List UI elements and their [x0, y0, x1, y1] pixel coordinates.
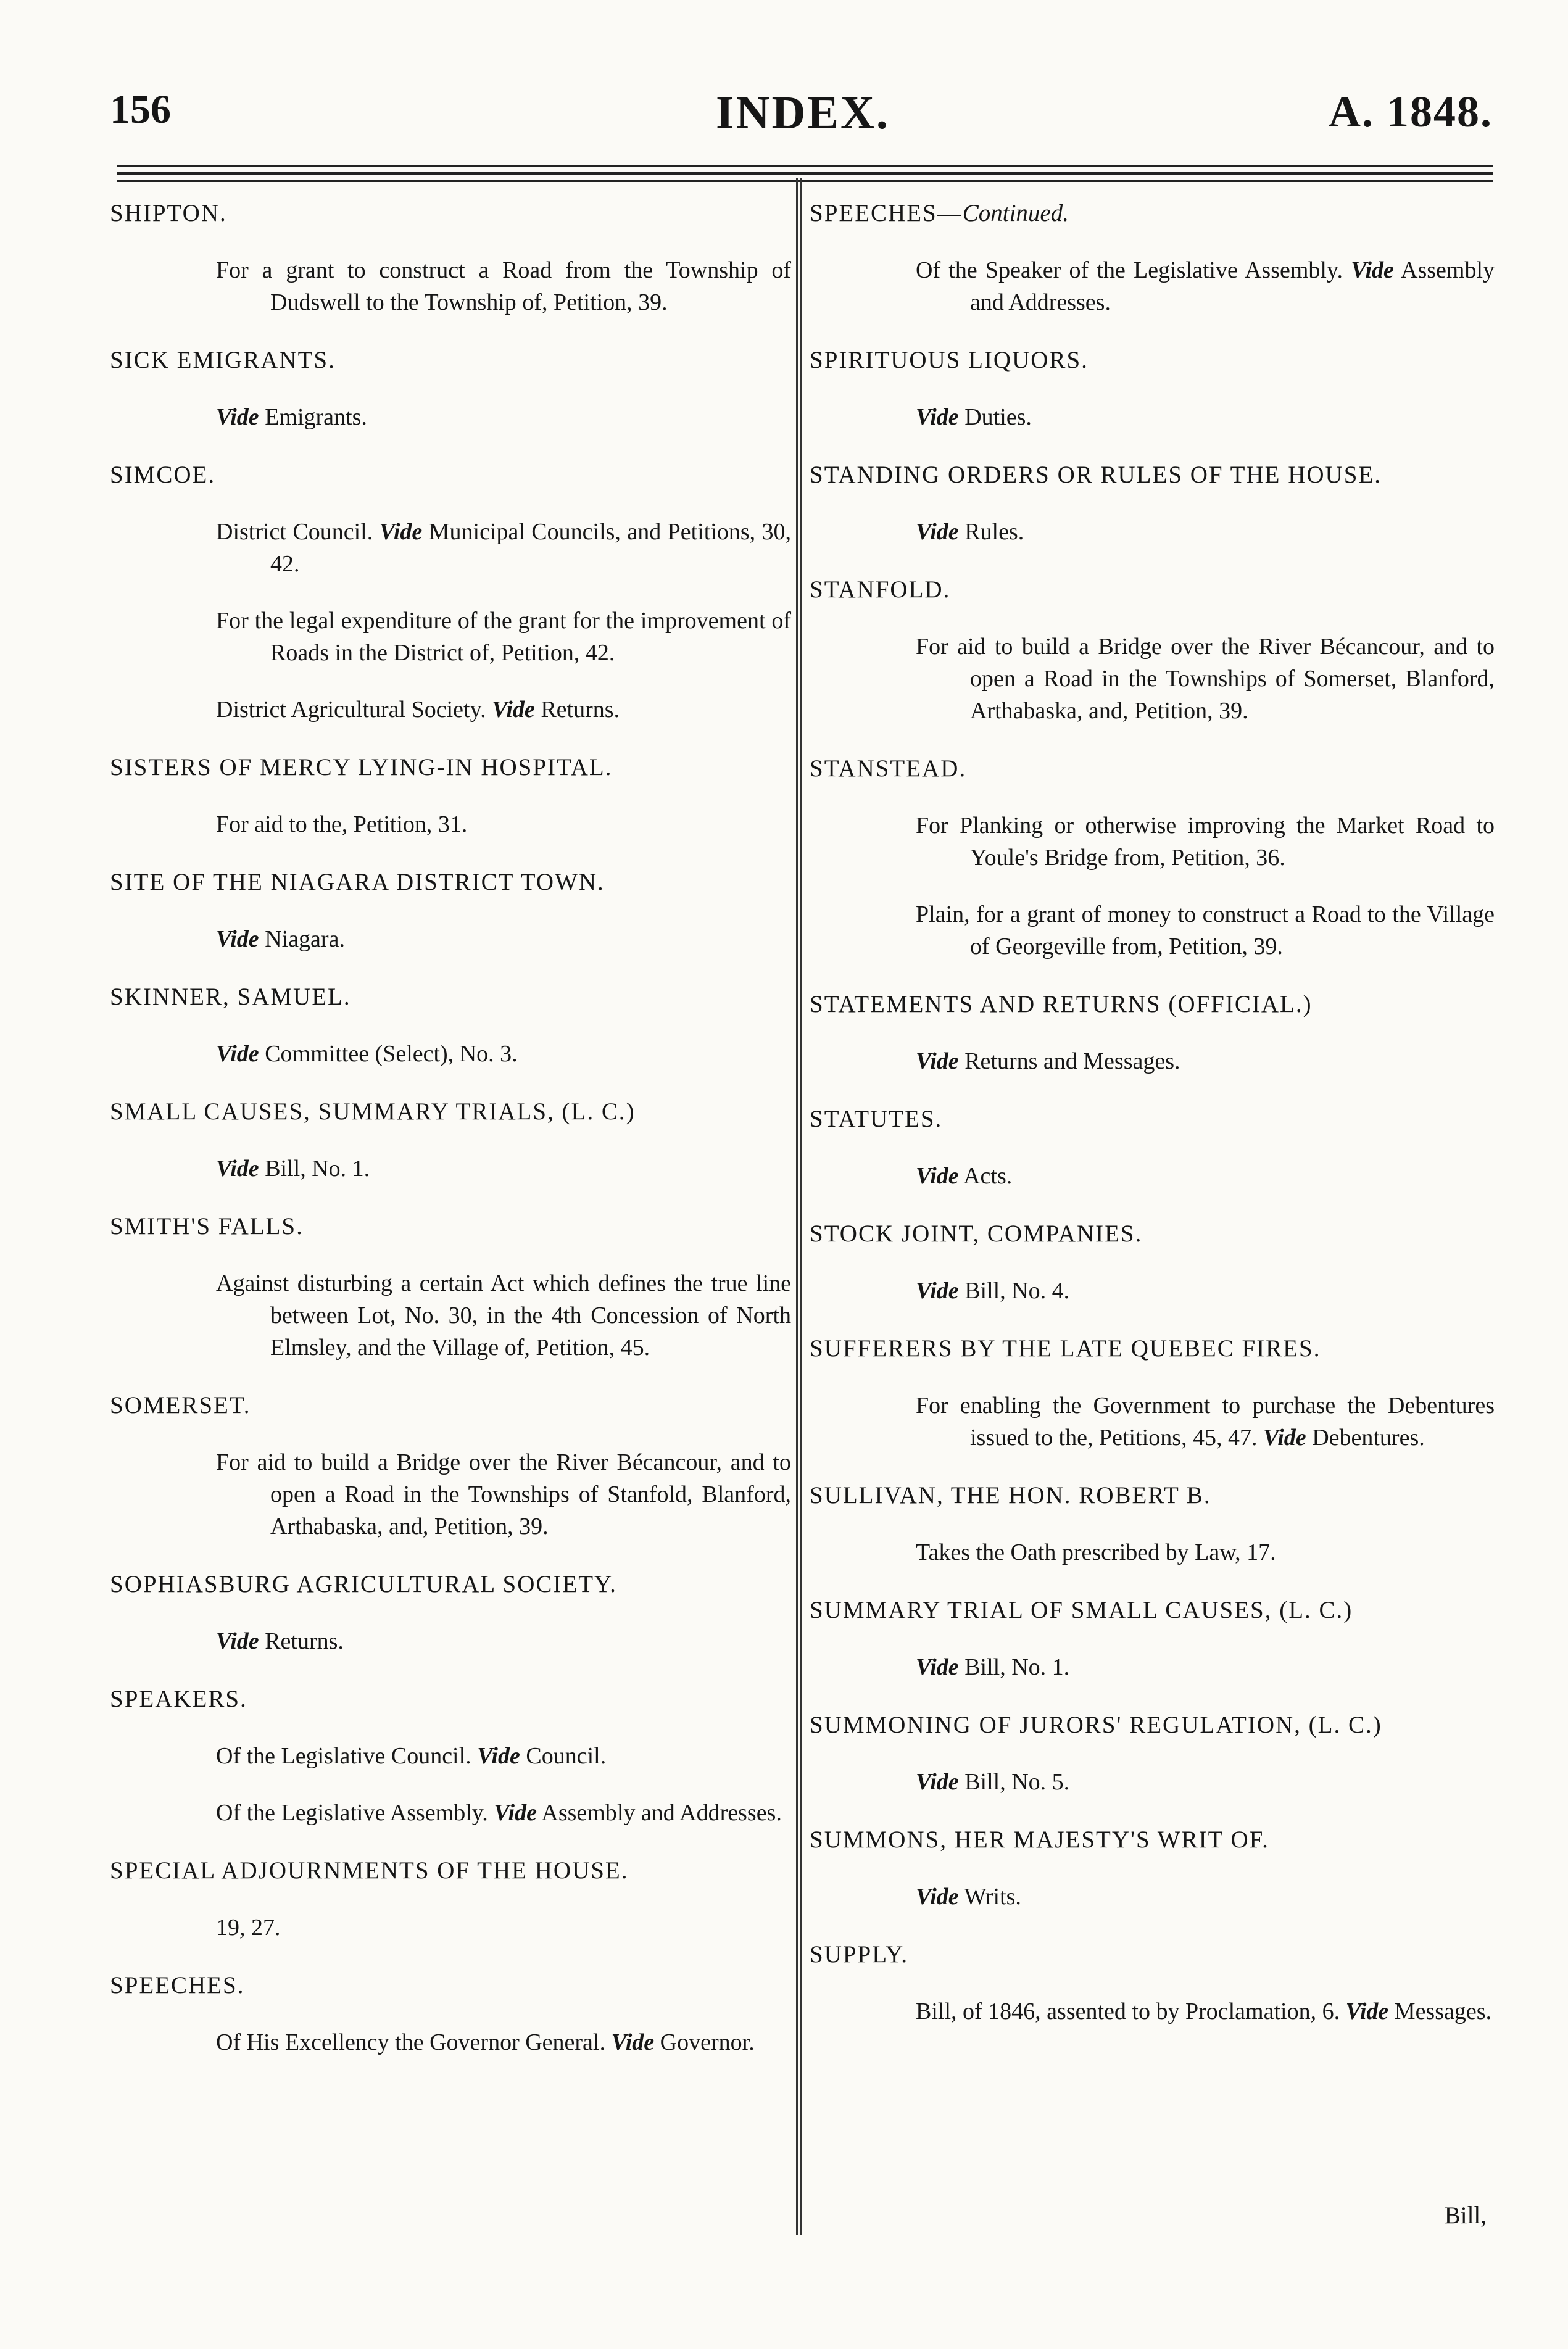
index-heading-text: SOMERSET. — [110, 1392, 251, 1419]
index-heading — [110, 1209, 791, 1244]
page-year: A. 1848. — [1329, 87, 1493, 136]
index-subentry — [110, 694, 791, 726]
subentry-text: Emigrants. — [265, 404, 367, 430]
index-heading-text: STANDING ORDERS OR RULES OF THE HOUSE. — [810, 462, 1382, 488]
index-subentry — [110, 1625, 791, 1657]
index-heading — [810, 1332, 1495, 1366]
subentry-text: Duties. — [964, 404, 1032, 430]
index-subentry — [110, 1153, 791, 1185]
index-heading — [810, 1708, 1495, 1742]
index-heading-text: SPEECHES— — [810, 200, 963, 226]
index-subentry — [110, 1267, 791, 1364]
index-heading — [810, 1217, 1495, 1251]
vide-reference: Vide — [492, 697, 535, 723]
index-heading-text: SPEAKERS. — [110, 1686, 247, 1712]
subentry-text: Council. — [526, 1743, 607, 1769]
header-rule-thick — [117, 172, 1493, 175]
subentry-text: Returns. — [541, 697, 620, 723]
index-subentry — [110, 516, 791, 580]
subentry-text: Municipal Councils, and Petitions, 30, 42. — [270, 519, 792, 577]
subentry-text: 19, 27. — [216, 1915, 281, 1941]
index-heading-text: SHIPTON. — [110, 200, 227, 226]
index-entry — [110, 1095, 791, 1185]
subentry-text: For a grant to construct a Road from the Township of Dudswell to the Township of, Petition, 39. — [216, 257, 791, 315]
index-entry — [110, 1854, 791, 1944]
index-heading — [110, 196, 791, 231]
index-subentry — [810, 1651, 1495, 1683]
index-entry — [110, 458, 791, 726]
index-entry — [110, 750, 791, 840]
subentry-text: Rules. — [964, 519, 1024, 545]
index-heading-text: SOPHIASBURG AGRICULTURAL SOCIETY. — [110, 1571, 617, 1597]
index-heading-text: SUMMONING OF JURORS' REGULATION, (L. C.) — [810, 1712, 1382, 1738]
vide-reference: Vide — [216, 926, 259, 952]
index-subentry — [810, 810, 1495, 874]
page-header — [0, 0, 1568, 173]
index-subentry — [810, 1045, 1495, 1077]
index-heading — [110, 1095, 791, 1129]
subentry-text: Bill, No. 1. — [964, 1654, 1070, 1680]
index-heading — [110, 1388, 791, 1423]
index-subentry — [810, 1275, 1495, 1307]
index-entry — [110, 343, 791, 433]
index-entry — [810, 573, 1495, 727]
vide-reference: Vide — [916, 404, 959, 430]
index-subentry — [110, 254, 791, 318]
index-subentry — [810, 1160, 1495, 1192]
index-subentry — [810, 516, 1495, 548]
index-heading-text: SKINNER, SAMUEL. — [110, 984, 351, 1010]
catchword: Bill, — [1444, 2202, 1487, 2229]
subentry-text: Of the Legislative Assembly. — [216, 1800, 488, 1826]
index-heading-text: STANSTEAD. — [810, 755, 967, 782]
index-heading-text: SULLIVAN, THE HON. ROBERT B. — [810, 1482, 1211, 1509]
index-heading — [110, 1854, 791, 1888]
index-subentry — [810, 1536, 1495, 1568]
index-entry — [110, 196, 791, 318]
index-heading — [810, 987, 1495, 1022]
vide-reference: Vide — [216, 1041, 259, 1067]
index-heading-text: SUPPLY. — [810, 1941, 909, 1968]
vide-reference: Vide — [1351, 257, 1394, 283]
subentry-text: For aid to the, Petition, 31. — [216, 811, 468, 837]
vide-reference: Vide — [216, 404, 259, 430]
index-heading-text: SMITH'S FALLS. — [110, 1213, 304, 1240]
subentry-text: District Council. — [216, 519, 373, 545]
index-heading-text: SUMMARY TRIAL OF SMALL CAUSES, (L. C.) — [810, 1597, 1353, 1623]
index-heading — [110, 865, 791, 900]
index-heading — [810, 343, 1495, 378]
subentry-text: Debentures. — [1312, 1425, 1425, 1451]
index-entry — [810, 1593, 1495, 1683]
index-entry — [810, 1217, 1495, 1307]
subentry-text: Of the Legislative Council. — [216, 1743, 471, 1769]
vide-reference: Vide — [477, 1743, 520, 1769]
vide-reference: Vide — [1263, 1425, 1306, 1451]
index-subentry — [810, 1390, 1495, 1454]
index-subentry — [110, 923, 791, 955]
index-subentry — [810, 401, 1495, 433]
subentry-text: Governor. — [660, 2029, 755, 2055]
index-heading-text: SUMMONS, HER MAJESTY'S WRIT OF. — [810, 1826, 1269, 1853]
index-heading — [810, 752, 1495, 786]
subentry-text: For Planking or otherwise improving the Market Road to Youle's Bridge from, Petition, 36. — [916, 813, 1495, 871]
index-entry — [810, 196, 1495, 318]
index-heading-text: SISTERS OF MERCY LYING-IN HOSPITAL. — [110, 754, 613, 781]
index-entry — [810, 1708, 1495, 1798]
index-entry — [110, 1209, 791, 1364]
index-subentry — [110, 401, 791, 433]
right-column — [810, 196, 1495, 2052]
vide-reference: Vide — [379, 519, 423, 545]
page-number: 156 — [110, 87, 171, 132]
vide-reference: Vide — [494, 1800, 537, 1826]
vide-reference: Vide — [916, 519, 959, 545]
subentry-text: For the legal expenditure of the grant for the improvement of Roads in the District of, Petition, 42. — [216, 608, 791, 666]
index-heading — [810, 1593, 1495, 1628]
index-heading-text: STATUTES. — [810, 1106, 943, 1132]
vide-reference: Vide — [216, 1628, 259, 1654]
subentry-text: Bill, of 1846, assented to by Proclamation, 6. — [916, 1999, 1340, 2024]
index-subentry — [810, 254, 1495, 318]
subentry-text: Messages. — [1394, 1999, 1492, 2024]
index-heading-text: SIMCOE. — [110, 462, 216, 488]
subentry-text: Committee (Select), No. 3. — [265, 1041, 518, 1067]
subentry-text: Assembly and Addresses. — [970, 257, 1495, 315]
index-subentry — [110, 2026, 791, 2058]
column-divider-inner — [800, 178, 802, 2235]
continued-label: Continued. — [962, 200, 1069, 226]
index-entry — [810, 1823, 1495, 1913]
vide-reference: Vide — [916, 1163, 959, 1189]
index-entry — [110, 865, 791, 955]
subentry-text: Against disturbing a certain Act which defines the true line between Lot, No. 30, in the 4th Concession of North Elmsley, and the Village of, Petition, 45. — [216, 1270, 791, 1361]
subentry-text: Of the Speaker of the Legislative Assembly. — [916, 257, 1343, 283]
index-heading — [810, 1823, 1495, 1857]
index-heading — [110, 1968, 791, 2003]
index-entry — [110, 1968, 791, 2058]
index-heading-text: SPEECHES. — [110, 1972, 245, 1999]
subentry-text: Plain, for a grant of money to construct a Road to the Village of Georgeville from, Petition, 39. — [916, 901, 1495, 959]
subentry-text: For aid to build a Bridge over the River Bécancour, and to open a Road in the Townships of Somerset, Blanford, Arthabaska, and, Petition, 39. — [916, 634, 1495, 724]
index-heading-text: SITE OF THE NIAGARA DISTRICT TOWN. — [110, 869, 605, 895]
subentry-text: Writs. — [964, 1884, 1021, 1910]
index-subentry — [810, 631, 1495, 727]
index-entry — [810, 1937, 1495, 2028]
header-rule-bottom — [117, 180, 1493, 182]
index-entry — [810, 1102, 1495, 1192]
index-subentry — [810, 898, 1495, 963]
subentry-text: Returns and Messages. — [964, 1048, 1180, 1074]
index-subentry — [810, 1881, 1495, 1913]
column-divider — [796, 178, 798, 2235]
index-subentry — [810, 1766, 1495, 1798]
index-entry — [810, 987, 1495, 1077]
subentry-text: Assembly and Addresses. — [541, 1800, 782, 1826]
index-heading-text: SPIRITUOUS LIQUORS. — [810, 347, 1089, 373]
vide-reference: Vide — [916, 1769, 959, 1795]
index-entry — [810, 458, 1495, 548]
vide-reference: Vide — [216, 1156, 259, 1182]
vide-reference: Vide — [916, 1654, 959, 1680]
subentry-text: Of His Excellency the Governor General. — [216, 2029, 605, 2055]
index-heading — [110, 1682, 791, 1717]
subentry-text: Niagara. — [265, 926, 345, 952]
subentry-text: Bill, No. 5. — [964, 1769, 1070, 1795]
index-entry — [810, 1332, 1495, 1454]
index-subentry — [110, 808, 791, 840]
subentry-text: Takes the Oath prescribed by Law, 17. — [916, 1539, 1276, 1565]
subentry-text: For enabling the Government to purchase the Debentures issued to the, Petitions, 45, 47. — [916, 1393, 1495, 1451]
index-entry — [810, 343, 1495, 433]
index-heading-text: STANFOLD. — [810, 576, 951, 603]
index-subentry — [110, 1038, 791, 1070]
subentry-text: Bill, No. 4. — [964, 1278, 1070, 1304]
subentry-text: Bill, No. 1. — [265, 1156, 370, 1182]
index-entry — [810, 752, 1495, 963]
header-rule-top — [117, 165, 1493, 167]
subentry-text: Acts. — [963, 1163, 1013, 1189]
index-heading-text: SMALL CAUSES, SUMMARY TRIALS, (L. C.) — [110, 1098, 636, 1125]
index-heading — [810, 1478, 1495, 1513]
subentry-text: Returns. — [265, 1628, 344, 1654]
index-heading — [810, 573, 1495, 607]
index-heading — [110, 980, 791, 1014]
index-entry — [110, 1567, 791, 1657]
index-subentry — [110, 605, 791, 669]
vide-reference: Vide — [916, 1884, 959, 1910]
vide-reference: Vide — [1345, 1999, 1389, 2024]
index-heading-text: STATEMENTS AND RETURNS (OFFICIAL.) — [810, 991, 1313, 1017]
index-heading-text: SICK EMIGRANTS. — [110, 347, 336, 373]
index-heading — [810, 458, 1495, 492]
index-heading — [110, 458, 791, 492]
index-subentry — [110, 1797, 791, 1829]
index-heading — [110, 1567, 791, 1602]
vide-reference: Vide — [916, 1278, 959, 1304]
index-entry — [810, 1478, 1495, 1568]
index-subentry — [810, 1995, 1495, 2028]
subentry-text: For aid to build a Bridge over the River Bécancour, and to open a Road in the Townships of Stanfold, Blanford, Arthabaska, and, Petition, 39. — [216, 1449, 791, 1539]
index-entry — [110, 1388, 791, 1543]
index-subentry — [110, 1740, 791, 1772]
vide-reference: Vide — [916, 1048, 959, 1074]
index-heading-text: SPECIAL ADJOURNMENTS OF THE HOUSE. — [110, 1857, 629, 1884]
vide-reference: Vide — [611, 2029, 655, 2055]
index-subentry — [110, 1446, 791, 1543]
subentry-text: District Agricultural Society. — [216, 697, 486, 723]
index-entry — [110, 1682, 791, 1829]
index-subentry — [110, 1912, 791, 1944]
index-heading — [110, 750, 791, 785]
index-entry — [110, 980, 791, 1070]
index-heading-text: STOCK JOINT, COMPANIES. — [810, 1220, 1143, 1247]
page-title: INDEX. — [716, 87, 890, 139]
index-heading-text: SUFFERERS BY THE LATE QUEBEC FIRES. — [810, 1335, 1321, 1362]
index-heading — [810, 1937, 1495, 1972]
left-column — [110, 196, 791, 2083]
index-heading — [810, 1102, 1495, 1137]
index-heading — [110, 343, 791, 378]
index-heading — [810, 196, 1495, 231]
